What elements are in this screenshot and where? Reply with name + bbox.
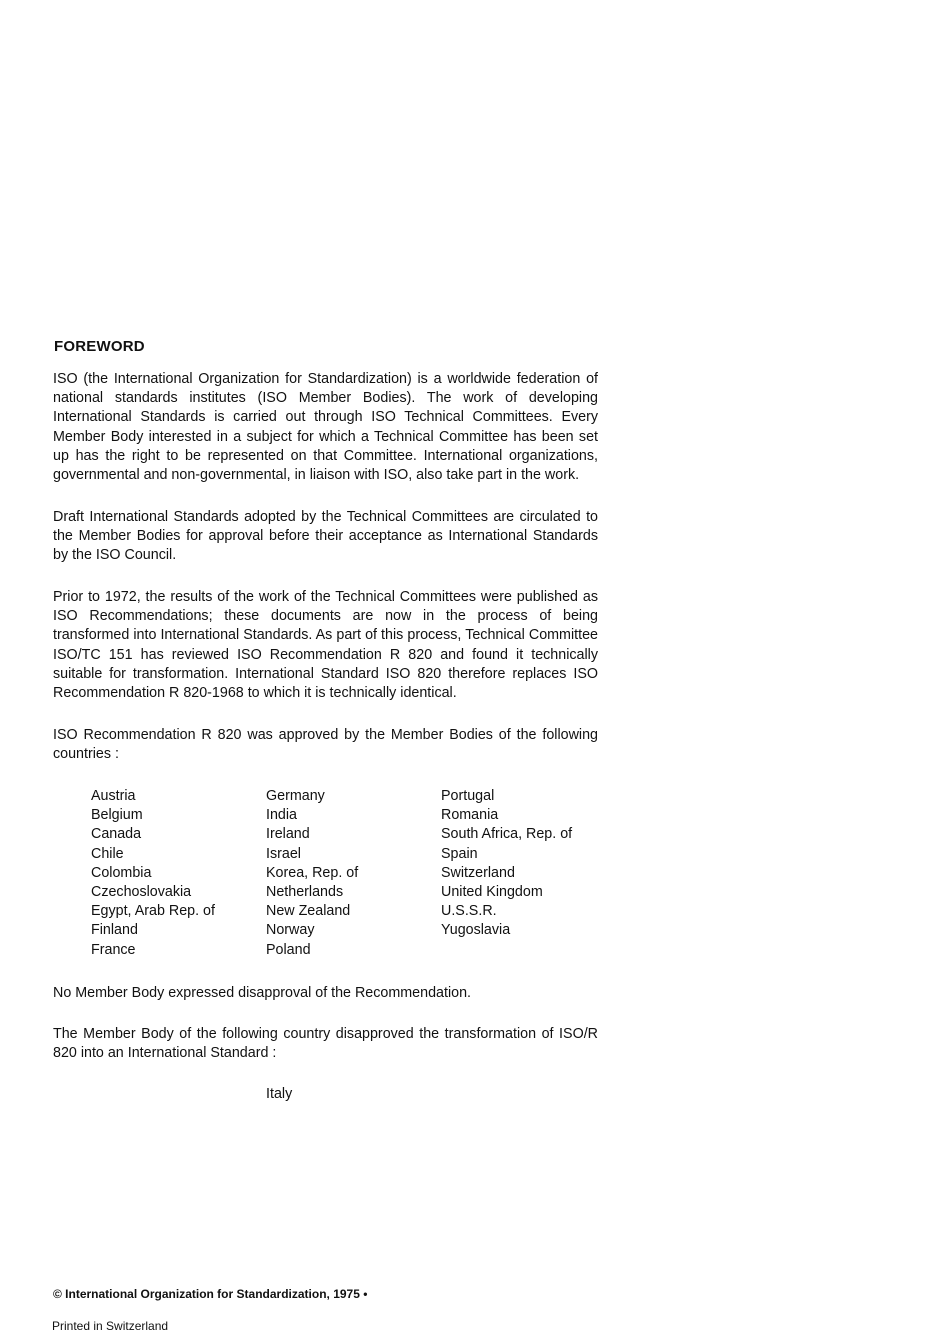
country-item: Netherlands <box>266 884 344 901</box>
country-item: Spain <box>441 845 478 862</box>
countries-column-2 <box>266 787 358 960</box>
country-item: Czechoslovakia <box>91 884 192 901</box>
country-item: Poland <box>266 941 311 958</box>
country-item: Canada <box>91 826 142 843</box>
country-item: Colombia <box>91 864 152 881</box>
foreword-heading: FOREWORD <box>54 338 145 355</box>
paragraph-disapproval: The Member Body of the following country disapproved the transformation of ISO/R 820 into an International Standard : <box>53 1026 598 1062</box>
disapproving-country: Italy <box>266 1086 293 1102</box>
country-item: Chile <box>91 845 124 862</box>
country-item: Austria <box>91 788 136 804</box>
printed-in-note: Printed in Switzerland <box>52 1319 169 1333</box>
paragraph-approval: ISO Recommendation R 820 was approved by the Member Bodies of the following countries : <box>53 727 598 763</box>
country-item: France <box>91 941 136 958</box>
country-item: Portugal <box>441 788 495 804</box>
paragraph-iso-intro: ISO (the International Organization for Standardization) is a worldwide federation of national standards institutes (ISO Member Bodies). The work of developing International Standards is carried out through ISO Technical Committees. Every Member Body interested in a subject for which a Technical Committee has been set up has the right to be represented on that Committee. International organizations, governmental and non-governmental, in liaison with ISO, also take part in the work. <box>53 371 598 484</box>
country-item: Ireland <box>266 826 310 843</box>
copyright-notice: © International Organization for Standardization, 1975 • <box>53 1287 368 1301</box>
country-item: Israel <box>266 845 301 862</box>
country-item: Yugoslavia <box>441 922 511 939</box>
country-item: South Africa, Rep. of <box>441 826 573 843</box>
paragraph-no-disapproval: No Member Body expressed disapproval of the Recommendation. <box>53 985 472 1001</box>
country-item: Belgium <box>91 807 143 824</box>
country-item: New Zealand <box>266 903 351 920</box>
paragraph-draft-standards: Draft International Standards adopted by the Technical Committees are circulated to the Member Bodies for approval before their acceptance as International Standards by the ISO Council. <box>53 509 598 564</box>
paragraph-history: Prior to 1972, the results of the work of the Technical Committees were published as ISO Recommendations; these documents are now in the process of being transformed into International Standards. As part of this process, Technical Committee ISO/TC 151 has reviewed ISO Recommendation R 820 and found it technically suitable for transformation. International Standard ISO 820 therefore replaces ISO Recommendation R 820-1968 to which it is technically identical. <box>53 589 598 702</box>
country-item: Germany <box>266 788 325 804</box>
country-item: Romania <box>441 807 499 824</box>
country-item: Korea, Rep. of <box>266 864 359 881</box>
country-item: India <box>266 807 298 824</box>
country-item: Norway <box>266 922 315 939</box>
country-item: U.S.S.R. <box>441 903 497 920</box>
countries-column-1 <box>91 787 215 960</box>
country-item: Switzerland <box>441 864 515 881</box>
country-item: Egypt, Arab Rep. of <box>91 903 215 920</box>
countries-column-3 <box>441 787 572 941</box>
country-item: United Kingdom <box>441 884 543 901</box>
country-item: Finland <box>91 922 138 939</box>
